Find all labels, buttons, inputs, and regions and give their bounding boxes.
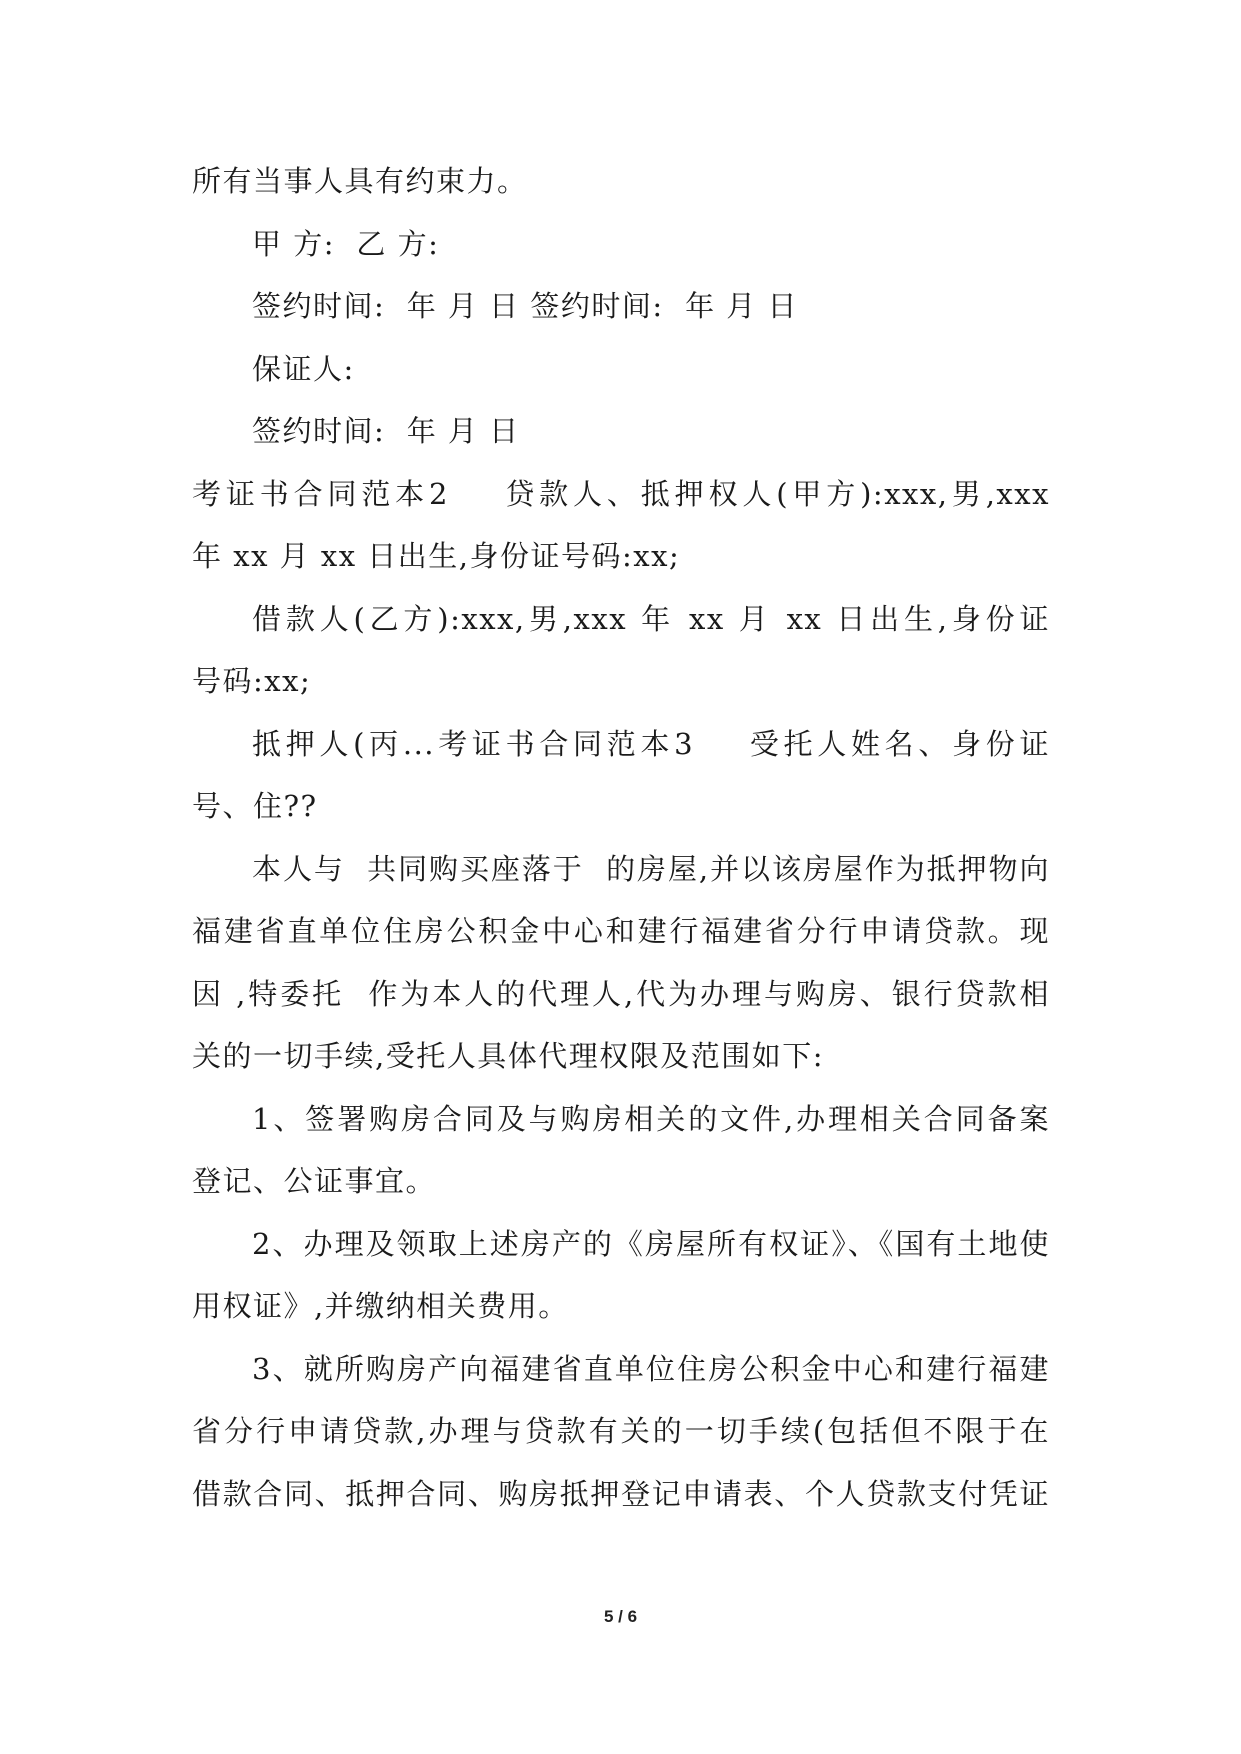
text-line: 号码:xx; — [192, 664, 312, 698]
text-line: 用权证》,并缴纳相关费用。 — [192, 1289, 569, 1323]
text-line: 签约时间: 年 月 日 — [252, 414, 520, 448]
text-line: 2、办理及领取上述房产的《房屋所有权证》、《国有土地使 — [252, 1226, 1050, 1261]
text-line: 甲 方: 乙 方: — [252, 226, 440, 261]
text-line: 借款人(乙方):xxx,男,xxx 年 xx 月 xx 日出生,身份证 — [252, 601, 1050, 636]
text-line: 1、签署购房合同及与购房相关的文件,办理相关合同备案 — [252, 1101, 1050, 1136]
text-line: 登记、公证事宜。 — [192, 1164, 437, 1198]
text-line: 省分行申请贷款,办理与贷款有关的一切手续(包括但不限于在 — [192, 1414, 1050, 1448]
text-line: 年 xx 月 xx 日出生,身份证号码:xx; — [192, 539, 681, 573]
text-line: 签约时间: 年 月 日 签约时间: 年 月 日 — [252, 289, 799, 323]
text-line: 福建省直单位住房公积金中心和建行福建省分行申请贷款。现 — [192, 914, 1050, 948]
text-line: 号、住?? — [192, 789, 318, 823]
text-line: 3、就所购房产向福建省直单位住房公积金中心和建行福建 — [252, 1351, 1050, 1386]
text-line: 借款合同、抵押合同、购房抵押登记申请表、个人贷款支付凭证 — [192, 1476, 1050, 1511]
text-line: 考证书合同范本2 贷款人、抵押权人(甲方):xxx,男,xxx — [192, 476, 1050, 511]
text-line: 本人与 共同购买座落于 的房屋,并以该房屋作为抵押物向 — [252, 851, 1050, 886]
text-line: 抵押人(丙...考证书合同范本3 受托人姓名、身份证 — [252, 726, 1050, 761]
document-body — [192, 150, 1050, 1525]
page-number: 5 / 6 — [603, 1607, 638, 1626]
text-line: 所有当事人具有约束力。 — [192, 164, 528, 198]
text-line: 保证人: — [252, 351, 355, 386]
text-line: 因 ,特委托 作为本人的代理人,代为办理与购房、银行贷款相 — [192, 976, 1050, 1011]
text-line: 关的一切手续,受托人具体代理权限及范围如下: — [192, 1039, 824, 1073]
